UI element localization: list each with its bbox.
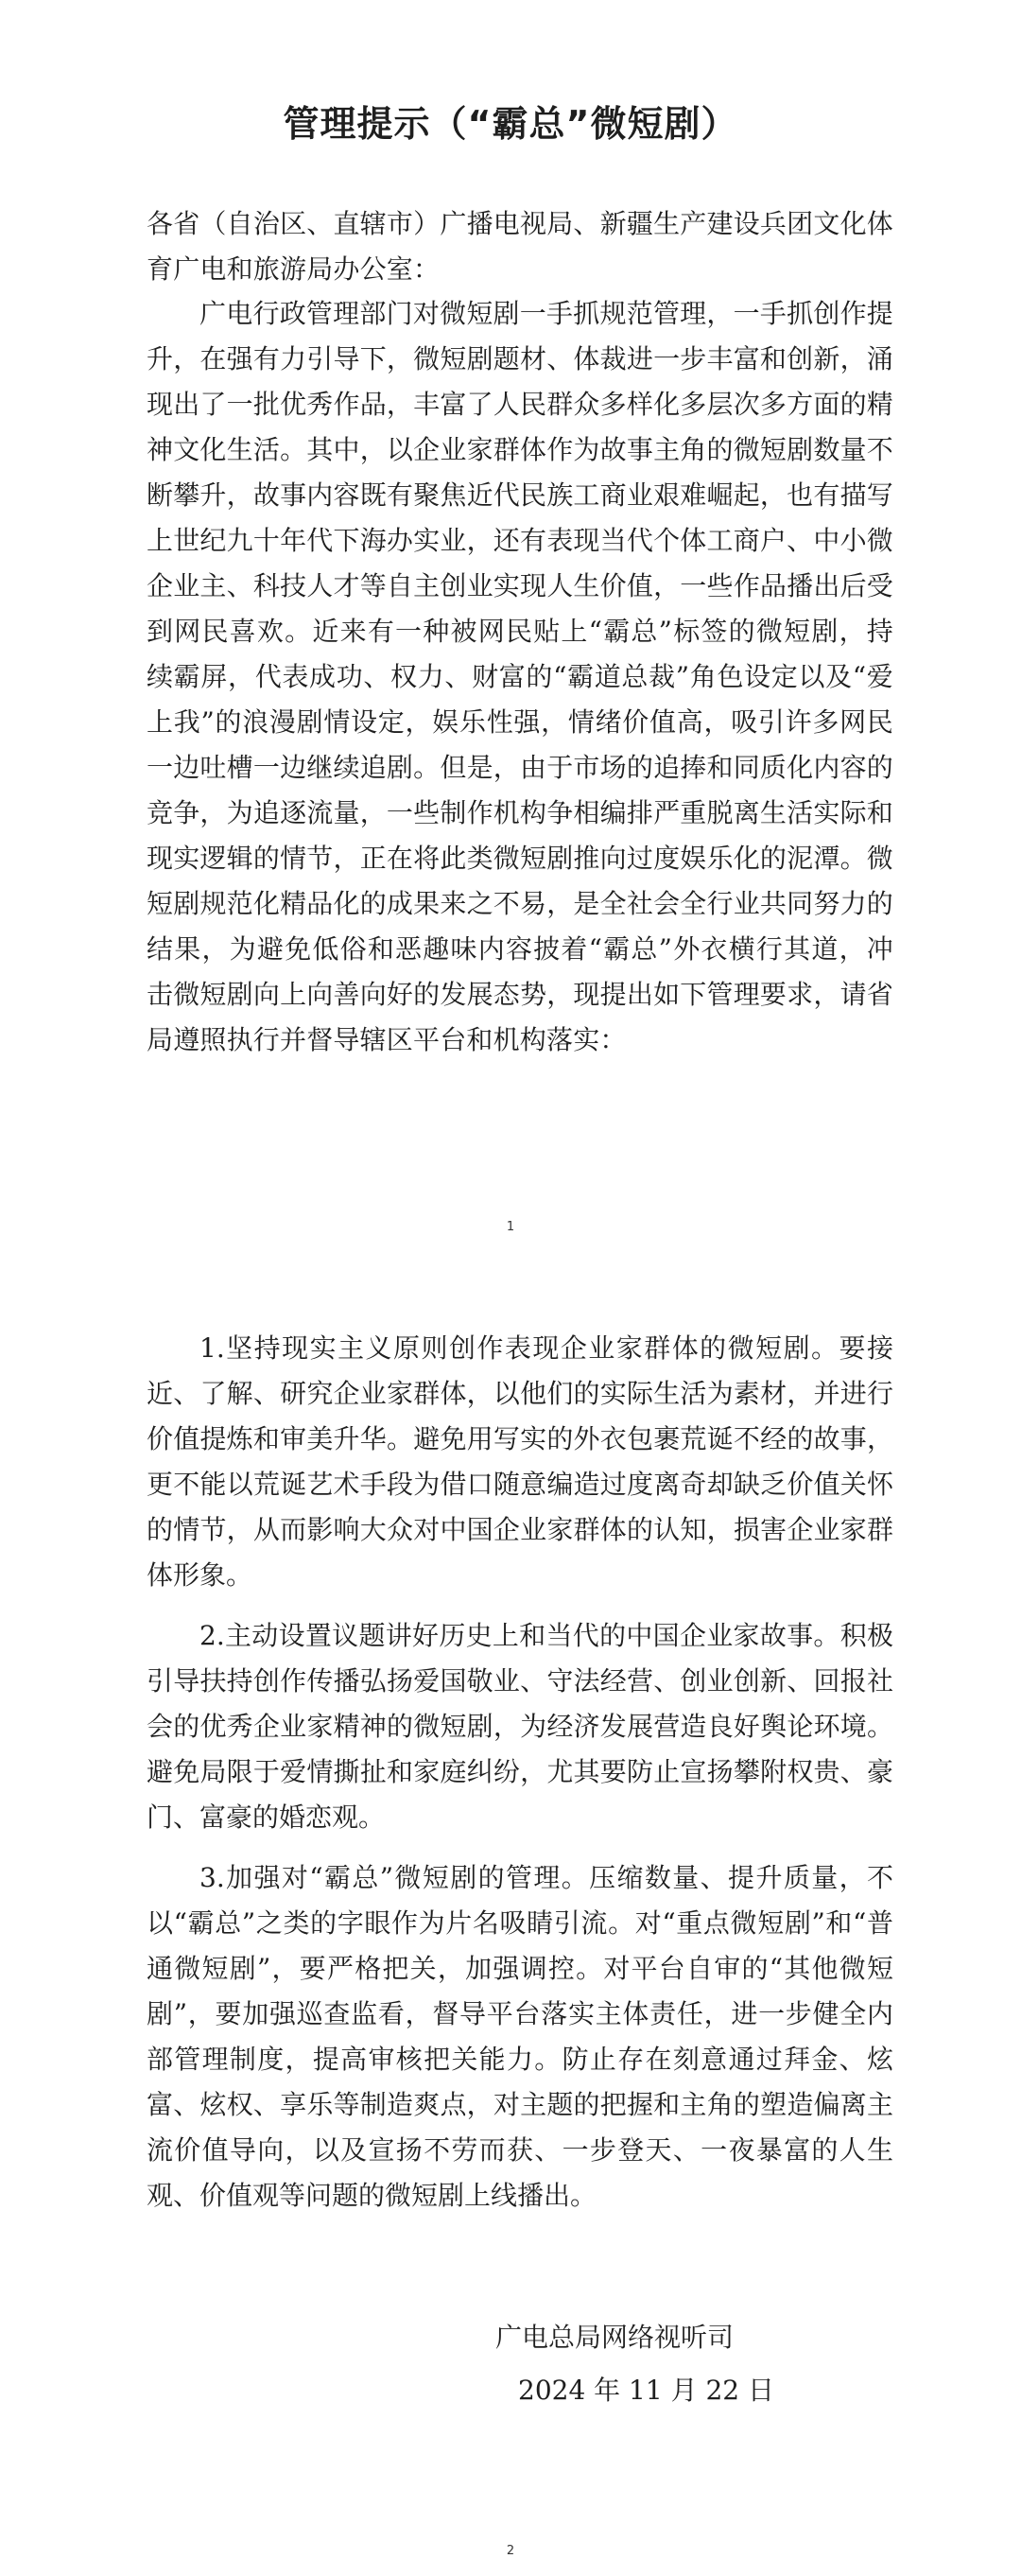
signature-org: 广电总局网络视听司 (495, 2322, 735, 2353)
requirement-item-3: 3.加强对“霸总”微短剧的管理。压缩数量、提升质量，不以“霸总”之类的字眼作为片名吸睛引流。对“重点微短剧”和“普通微短剧”，要严格把关，加强调控。对平台自审的“其他微短剧”，要加强巡查监看，督导平台落实主体责任，进一步健全内部管理制度，提高审核把关能力。防止存在刻意通过拜金、炫富、炫权、享乐等制造爽点，对主题的把握和主角的塑造偏离主流价值导向，以及宣扬不劳而获、一步登天、一夜暴富的人生观、价值观等问题的微短剧上线播出。 (147, 1862, 893, 2211)
document-page-2 (0, 1267, 1021, 2576)
page-number: 1 (506, 1220, 515, 1234)
salutation: 各省（自治区、直辖市）广播电视局、新疆生产建设兵团文化体育广电和旅游局办公室： (147, 208, 893, 285)
intro-paragraph: 广电行政管理部门对微短剧一手抓规范管理，一手抓创作提升，在强有力引导下，微短剧题材、体裁进一步丰富和创新，涌现出了一批优秀作品，丰富了人民群众多样化多层次多方面的精神文化生活。其中，以企业家群体作为故事主角的微短剧数量不断攀升，故事内容既有聚焦近代民族工商业艰难崛起，也有描写上世纪九十年代下海办实业，还有表现当代个体工商户、中小微企业主、科技人才等自主创业实现人生价值，一些作品播出后受到网民喜欢。近来有一种被网民贴上“霸总”标签的微短剧，持续霸屏，代表成功、权力、财富的“霸道总裁”角色设定以及“爱上我”的浪漫剧情设定，娱乐性强，情绪价值高，吸引许多网民一边吐槽一边继续追剧。但是，由于市场的追捧和同质化内容的竞争，为追逐流量，一些制作机构争相编排严重脱离生活实际和现实逻辑的情节，正在将此类微短剧推向过度娱乐化的泥潭。微短剧规范化精品化的成果来之不易，是全社会全行业共同努力的结果，为避免低俗和恶趣味内容披着“霸总”外衣横行其道，冲击微短剧向上向善向好的发展态势，现提出如下管理要求，请省局遵照执行并督导辖区平台和机构落实： (147, 298, 893, 1055)
document-title: 管理提示（“霸总”微短剧） (283, 103, 738, 145)
requirement-item-2: 2.主动设置议题讲好历史上和当代的中国企业家故事。积极引导扶持创作传播弘扬爱国敬业、守法经营、创业创新、回报社会的优秀企业家精神的微短剧，为经济发展营造良好舆论环境。避免局限于爱情撕扯和家庭纠纷，尤其要防止宣扬攀附权贵、豪门、富豪的婚恋观。 (147, 1620, 893, 1833)
document-page-1 (0, 0, 1021, 1267)
signature-date: 2024 年 11 月 22 日 (518, 2375, 775, 2406)
page-number: 2 (506, 2544, 515, 2558)
requirement-item-1: 1.坚持现实主义原则创作表现企业家群体的微短剧。要接近、了解、研究企业家群体，以他们的实际生活为素材，并进行价值提炼和审美升华。避免用写实的外衣包裹荒诞不经的故事，更不能以荒诞艺术手段为借口随意编造过度离奇却缺乏价值关怀的情节，从而影响大众对中国企业家群体的认知，损害企业家群体形象。 (147, 1332, 893, 1591)
